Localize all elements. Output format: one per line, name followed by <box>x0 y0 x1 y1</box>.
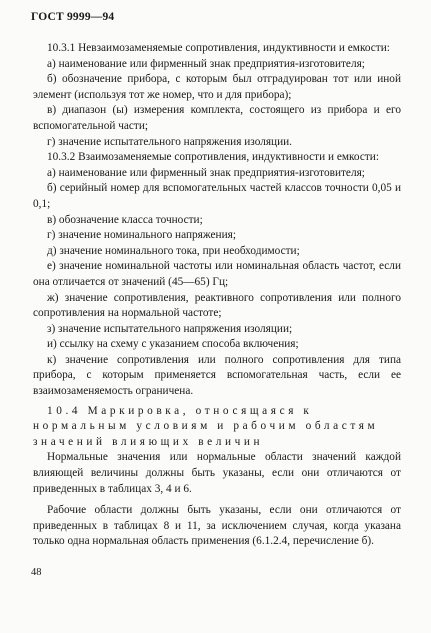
list-item-e: е) значение номинальной частоты или номинальная область частот, если она отличается от значений (45—65) Гц; <box>33 260 401 288</box>
list-item-k: к) значение сопротивления или полного сопротивления для типа прибора, с которым применяется вспомогательная часть, если ее взаимозаменяемость ограничена. <box>33 353 401 398</box>
page-number: 48 <box>31 567 42 578</box>
list-item-b: б) обозначение прибора, с которым был отградуирован тот или иной элемент (используя тот же номер, что и для прибора); <box>33 73 401 101</box>
document-header: ГОСТ 9999—94 <box>31 11 115 23</box>
list-item-b: б) серийный номер для вспомогательных частей классов точности 0,05 и 0,1; <box>33 182 401 210</box>
list-item-g: г) значение испытательного напряжения изоляции. <box>47 135 292 148</box>
list-item-a: а) наименование или фирменный знак предприятия-изготовителя; <box>47 57 365 70</box>
list-item-z: з) значение испытательного напряжения изоляции; <box>47 322 293 335</box>
clause-10-3-2: 10.3.2 Взаимозаменяемые сопротивления, индуктивности и емкости: <box>47 151 379 164</box>
clause-10-4-heading: 10.4 Маркировка, относящаяся к нормальным условиям и рабочим областям значений влияющих величин <box>33 404 379 448</box>
list-item-zh: ж) значение сопротивления, реактивного сопротивления или полного сопротивления на нормальной частоте; <box>33 291 401 320</box>
list-item-i: и) ссылку на схему с указанием способа включения; <box>47 338 299 351</box>
list-item-g: г) значение номинального напряжения; <box>47 229 236 242</box>
list-item-v: в) диапазон (ы) измерения комплекта, состоящего из прибора и его вспомогательной части; <box>33 104 401 132</box>
list-item-v: в) обозначение класса точности; <box>47 213 203 226</box>
list-item-a: а) наименование или фирменный знак предприятия-изготовителя; <box>47 166 365 179</box>
body-paragraph: Рабочие области должны быть указаны, если они отличаются от приведенных в таблицах 8 и 11, за исключением случая, когда указана только одна нормальная область применения (6.1.2.4, перечисление б). <box>33 504 401 548</box>
list-item-d: д) значение номинального тока, при необходимости; <box>47 244 300 257</box>
body-paragraph: Нормальные значения или нормальные области значений каждой влияющей величины должны быть указаны, если они отличаются от приведенных в таблицах 3, 4 и 6. <box>33 451 401 495</box>
clause-10-3-1: 10.3.1 Невзаимозаменяемые сопротивления, индуктивности и емкости: <box>47 42 390 54</box>
document-body <box>33 41 401 550</box>
